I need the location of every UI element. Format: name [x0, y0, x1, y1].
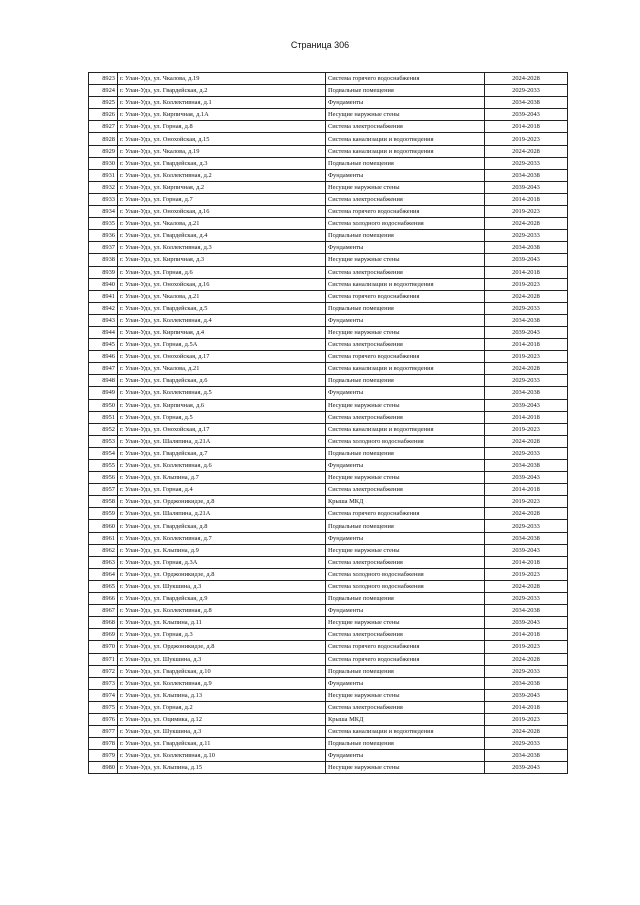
address-cell: г. Улан-Удэ, ул. Гвардейская, д.8	[118, 520, 326, 532]
address-cell: г. Улан-Удэ, ул. Шукшина, д.3	[118, 726, 326, 738]
work-type-cell: Система горячего водоснабжения	[326, 653, 485, 665]
table-row	[89, 472, 568, 484]
table-row	[89, 278, 568, 290]
row-number-cell: 8931	[89, 169, 118, 181]
work-type-cell: Фундаменты	[326, 460, 485, 472]
row-number-cell: 8978	[89, 738, 118, 750]
work-type-cell: Несущие наружные стены	[326, 617, 485, 629]
address-cell: г. Улан-Удэ, ул. Коллективная, д.1	[118, 97, 326, 109]
address-cell: г. Улан-Удэ, ул. Шаляпина, д.21А	[118, 435, 326, 447]
table-row	[89, 484, 568, 496]
row-number-cell: 8980	[89, 762, 118, 774]
table-row	[89, 447, 568, 459]
row-number-cell: 8957	[89, 484, 118, 496]
period-cell: 2014-2018	[485, 701, 568, 713]
table-row	[89, 411, 568, 423]
address-cell: г. Улан-Удэ, ул. Клыпина, д.11	[118, 617, 326, 629]
work-type-cell: Система канализации и водоотведения	[326, 363, 485, 375]
row-number-cell: 8927	[89, 121, 118, 133]
address-cell: г. Улан-Удэ, ул. Клыпина, д.13	[118, 689, 326, 701]
period-cell: 2019-2023	[485, 713, 568, 725]
table-row	[89, 629, 568, 641]
period-cell: 2014-2018	[485, 484, 568, 496]
period-cell: 2029-2033	[485, 447, 568, 459]
row-number-cell: 8933	[89, 193, 118, 205]
period-cell: 2019-2023	[485, 423, 568, 435]
table-row	[89, 339, 568, 351]
table-row	[89, 701, 568, 713]
work-type-cell: Подвальные помещения	[326, 302, 485, 314]
table-row	[89, 230, 568, 242]
row-number-cell: 8925	[89, 97, 118, 109]
work-type-cell: Система электроснабжения	[326, 339, 485, 351]
address-cell: г. Улан-Удэ, ул. Горная, д.3А	[118, 556, 326, 568]
period-cell: 2024-2028	[485, 218, 568, 230]
work-type-cell: Подвальные помещения	[326, 375, 485, 387]
row-number-cell: 8929	[89, 145, 118, 157]
period-cell: 2029-2033	[485, 593, 568, 605]
work-type-cell: Система электроснабжения	[326, 629, 485, 641]
table-row	[89, 157, 568, 169]
table-row	[89, 762, 568, 774]
work-type-cell: Фундаменты	[326, 605, 485, 617]
address-cell: г. Улан-Удэ, ул. Онохойская, д.16	[118, 206, 326, 218]
period-cell: 2034-2038	[485, 532, 568, 544]
table-row	[89, 145, 568, 157]
address-cell: г. Улан-Удэ, ул. Гвардейская, д.7	[118, 447, 326, 459]
table-row	[89, 387, 568, 399]
address-cell: г. Улан-Удэ, ул. Клыпина, д.7	[118, 472, 326, 484]
table-row	[89, 677, 568, 689]
row-number-cell: 8968	[89, 617, 118, 629]
address-cell: г. Улан-Удэ, ул. Чкалова, д.19	[118, 73, 326, 85]
table-row	[89, 242, 568, 254]
address-cell: г. Улан-Удэ, ул. Орджоникидзе, д.8	[118, 496, 326, 508]
repair-schedule-table	[88, 72, 568, 774]
table-row	[89, 520, 568, 532]
work-type-cell: Фундаменты	[326, 677, 485, 689]
address-cell: г. Улан-Удэ, ул. Шукшина, д.3	[118, 653, 326, 665]
work-type-cell: Крыша МКД	[326, 713, 485, 725]
work-type-cell: Система канализации и водоотведения	[326, 145, 485, 157]
period-cell: 2039-2043	[485, 399, 568, 411]
address-cell: г. Улан-Удэ, ул. Горная, д.2	[118, 701, 326, 713]
work-type-cell: Система холодного водоснабжения	[326, 568, 485, 580]
address-cell: г. Улан-Удэ, ул. Клыпина, д.9	[118, 544, 326, 556]
address-cell: г. Улан-Удэ, ул. Гвардейская, д.6	[118, 375, 326, 387]
address-cell: г. Улан-Удэ, ул. Кирпичная, д.4	[118, 326, 326, 338]
row-number-cell: 8975	[89, 701, 118, 713]
row-number-cell: 8934	[89, 206, 118, 218]
row-number-cell: 8969	[89, 629, 118, 641]
address-cell: г. Улан-Удэ, ул. Горная, д.7	[118, 193, 326, 205]
table-row	[89, 133, 568, 145]
row-number-cell: 8970	[89, 641, 118, 653]
address-cell: г. Улан-Удэ, ул. Горная, д.8	[118, 121, 326, 133]
row-number-cell: 8942	[89, 302, 118, 314]
row-number-cell: 8949	[89, 387, 118, 399]
table-body	[89, 73, 568, 774]
row-number-cell: 8945	[89, 339, 118, 351]
row-number-cell: 8959	[89, 508, 118, 520]
period-cell: 2014-2018	[485, 121, 568, 133]
table-row	[89, 73, 568, 85]
address-cell: г. Улан-Удэ, ул. Онохойская, д.16	[118, 278, 326, 290]
period-cell: 2034-2038	[485, 677, 568, 689]
row-number-cell: 8977	[89, 726, 118, 738]
table-row	[89, 532, 568, 544]
table-row	[89, 85, 568, 97]
period-cell: 2024-2028	[485, 580, 568, 592]
table-row	[89, 169, 568, 181]
row-number-cell: 8947	[89, 363, 118, 375]
table-row	[89, 556, 568, 568]
table-row	[89, 496, 568, 508]
row-number-cell: 8974	[89, 689, 118, 701]
table-row	[89, 109, 568, 121]
address-cell: г. Улан-Удэ, ул. Коллективная, д.4	[118, 314, 326, 326]
period-cell: 2029-2033	[485, 157, 568, 169]
period-cell: 2014-2018	[485, 411, 568, 423]
address-cell: г. Улан-Удэ, ул. Гвардейская, д.10	[118, 665, 326, 677]
address-cell: г. Улан-Удэ, ул. Орджоникидзе, д.8	[118, 568, 326, 580]
table-row	[89, 254, 568, 266]
period-cell: 2014-2018	[485, 339, 568, 351]
row-number-cell: 8955	[89, 460, 118, 472]
table-row	[89, 290, 568, 302]
address-cell: г. Улан-Удэ, ул. Кирпичная, д.1А	[118, 109, 326, 121]
period-cell: 2019-2023	[485, 496, 568, 508]
table-row	[89, 617, 568, 629]
work-type-cell: Подвальные помещения	[326, 157, 485, 169]
period-cell: 2024-2028	[485, 726, 568, 738]
work-type-cell: Система канализации и водоотведения	[326, 133, 485, 145]
table-row	[89, 97, 568, 109]
period-cell: 2024-2028	[485, 145, 568, 157]
table-row	[89, 726, 568, 738]
work-type-cell: Система холодного водоснабжения	[326, 218, 485, 230]
period-cell: 2019-2023	[485, 351, 568, 363]
row-number-cell: 8961	[89, 532, 118, 544]
table-row	[89, 605, 568, 617]
period-cell: 2019-2023	[485, 206, 568, 218]
period-cell: 2019-2023	[485, 641, 568, 653]
table-row	[89, 460, 568, 472]
period-cell: 2019-2023	[485, 133, 568, 145]
address-cell: г. Улан-Удэ, ул. Чкалова, д.21	[118, 218, 326, 230]
table-row	[89, 266, 568, 278]
period-cell: 2034-2038	[485, 242, 568, 254]
work-type-cell: Фундаменты	[326, 387, 485, 399]
period-cell: 2024-2028	[485, 363, 568, 375]
table-row	[89, 302, 568, 314]
work-type-cell: Система электроснабжения	[326, 411, 485, 423]
address-cell: г. Улан-Удэ, ул. Гвардейская, д.3	[118, 157, 326, 169]
work-type-cell: Фундаменты	[326, 97, 485, 109]
work-type-cell: Система электроснабжения	[326, 701, 485, 713]
row-number-cell: 8941	[89, 290, 118, 302]
table-row	[89, 544, 568, 556]
row-number-cell: 8972	[89, 665, 118, 677]
address-cell: г. Улан-Удэ, ул. Шаляпина, д.21А	[118, 508, 326, 520]
address-cell: г. Улан-Удэ, ул. Онохойская, д.15	[118, 133, 326, 145]
table-row	[89, 665, 568, 677]
period-cell: 2039-2043	[485, 617, 568, 629]
period-cell: 2039-2043	[485, 472, 568, 484]
work-type-cell: Система горячего водоснабжения	[326, 206, 485, 218]
table-row	[89, 326, 568, 338]
row-number-cell: 8960	[89, 520, 118, 532]
address-cell: г. Улан-Удэ, ул. Онохойская, д.17	[118, 423, 326, 435]
address-cell: г. Улан-Удэ, ул. Горная, д.3	[118, 629, 326, 641]
period-cell: 2039-2043	[485, 109, 568, 121]
work-type-cell: Система горячего водоснабжения	[326, 641, 485, 653]
period-cell: 2024-2028	[485, 435, 568, 447]
period-cell: 2024-2028	[485, 508, 568, 520]
address-cell: г. Улан-Удэ, ул. Горная, д.5	[118, 411, 326, 423]
address-cell: г. Улан-Удэ, ул. Гвардейская, д.2	[118, 85, 326, 97]
period-cell: 2029-2033	[485, 302, 568, 314]
address-cell: г. Улан-Удэ, ул. Коллективная, д.8	[118, 605, 326, 617]
table-row	[89, 713, 568, 725]
page-number-header: Страница 306	[290, 40, 350, 50]
period-cell: 2029-2033	[485, 85, 568, 97]
work-type-cell: Система холодного водоснабжения	[326, 580, 485, 592]
address-cell: г. Улан-Удэ, ул. Коллективная, д.9	[118, 677, 326, 689]
table-row	[89, 508, 568, 520]
row-number-cell: 8962	[89, 544, 118, 556]
work-type-cell: Система канализации и водоотведения	[326, 278, 485, 290]
row-number-cell: 8943	[89, 314, 118, 326]
row-number-cell: 8940	[89, 278, 118, 290]
period-cell: 2034-2038	[485, 97, 568, 109]
period-cell: 2034-2038	[485, 750, 568, 762]
work-type-cell: Подвальные помещения	[326, 230, 485, 242]
row-number-cell: 8967	[89, 605, 118, 617]
row-number-cell: 8963	[89, 556, 118, 568]
address-cell: г. Улан-Удэ, ул. Горная, д.4	[118, 484, 326, 496]
work-type-cell: Фундаменты	[326, 242, 485, 254]
work-type-cell: Подвальные помещения	[326, 593, 485, 605]
period-cell: 2034-2038	[485, 314, 568, 326]
period-cell: 2029-2033	[485, 520, 568, 532]
address-cell: г. Улан-Удэ, ул. Онохойская, д.17	[118, 351, 326, 363]
period-cell: 2034-2038	[485, 605, 568, 617]
row-number-cell: 8958	[89, 496, 118, 508]
row-number-cell: 8935	[89, 218, 118, 230]
address-cell: г. Улан-Удэ, ул. Шукшина, д.3	[118, 580, 326, 592]
table-row	[89, 206, 568, 218]
work-type-cell: Несущие наружные стены	[326, 181, 485, 193]
row-number-cell: 8966	[89, 593, 118, 605]
row-number-cell: 8939	[89, 266, 118, 278]
work-type-cell: Система канализации и водоотведения	[326, 423, 485, 435]
address-cell: г. Улан-Удэ, ул. Коллективная, д.2	[118, 169, 326, 181]
address-cell: г. Улан-Удэ, ул. Чкалова, д.19	[118, 145, 326, 157]
period-cell: 2029-2033	[485, 375, 568, 387]
row-number-cell: 8936	[89, 230, 118, 242]
period-cell: 2039-2043	[485, 181, 568, 193]
work-type-cell: Система горячего водоснабжения	[326, 290, 485, 302]
row-number-cell: 8971	[89, 653, 118, 665]
address-cell: г. Улан-Удэ, ул. Орджоникидзе, д.8	[118, 641, 326, 653]
work-type-cell: Система канализации и водоотведения	[326, 726, 485, 738]
period-cell: 2019-2023	[485, 278, 568, 290]
work-type-cell: Подвальные помещения	[326, 85, 485, 97]
work-type-cell: Система горячего водоснабжения	[326, 508, 485, 520]
address-cell: г. Улан-Удэ, ул. Оцимика, д.12	[118, 713, 326, 725]
address-cell: г. Улан-Удэ, ул. Гвардейская, д.4	[118, 230, 326, 242]
address-cell: г. Улан-Удэ, ул. Кирпичная, д.3	[118, 254, 326, 266]
work-type-cell: Подвальные помещения	[326, 665, 485, 677]
row-number-cell: 8954	[89, 447, 118, 459]
row-number-cell: 8965	[89, 580, 118, 592]
period-cell: 2034-2038	[485, 169, 568, 181]
work-type-cell: Система электроснабжения	[326, 266, 485, 278]
row-number-cell: 8953	[89, 435, 118, 447]
address-cell: г. Улан-Удэ, ул. Гвардейская, д.11	[118, 738, 326, 750]
work-type-cell: Несущие наружные стены	[326, 399, 485, 411]
table-row	[89, 375, 568, 387]
table-row	[89, 580, 568, 592]
table-row	[89, 399, 568, 411]
work-type-cell: Подвальные помещения	[326, 738, 485, 750]
address-cell: г. Улан-Удэ, ул. Коллективная, д.6	[118, 460, 326, 472]
period-cell: 2029-2033	[485, 738, 568, 750]
work-type-cell: Несущие наружные стены	[326, 326, 485, 338]
row-number-cell: 8950	[89, 399, 118, 411]
address-cell: г. Улан-Удэ, ул. Гвардейская, д.9	[118, 593, 326, 605]
table-row	[89, 351, 568, 363]
period-cell: 2024-2028	[485, 73, 568, 85]
table-row	[89, 363, 568, 375]
work-type-cell: Несущие наружные стены	[326, 762, 485, 774]
work-type-cell: Несущие наружные стены	[326, 689, 485, 701]
work-type-cell: Фундаменты	[326, 169, 485, 181]
table-row	[89, 435, 568, 447]
period-cell: 2034-2038	[485, 387, 568, 399]
period-cell: 2039-2043	[485, 762, 568, 774]
row-number-cell: 8979	[89, 750, 118, 762]
work-type-cell: Несущие наружные стены	[326, 472, 485, 484]
row-number-cell: 8928	[89, 133, 118, 145]
row-number-cell: 8944	[89, 326, 118, 338]
row-number-cell: 8956	[89, 472, 118, 484]
row-number-cell: 8946	[89, 351, 118, 363]
period-cell: 2039-2043	[485, 689, 568, 701]
period-cell: 2024-2028	[485, 290, 568, 302]
row-number-cell: 8976	[89, 713, 118, 725]
address-cell: г. Улан-Удэ, ул. Чкалова, д.21	[118, 290, 326, 302]
work-type-cell: Фундаменты	[326, 314, 485, 326]
row-number-cell: 8938	[89, 254, 118, 266]
period-cell: 2029-2033	[485, 665, 568, 677]
work-type-cell: Подвальные помещения	[326, 447, 485, 459]
work-type-cell: Система электроснабжения	[326, 556, 485, 568]
period-cell: 2034-2038	[485, 460, 568, 472]
period-cell: 2024-2028	[485, 653, 568, 665]
period-cell: 2014-2018	[485, 266, 568, 278]
work-type-cell: Подвальные помещения	[326, 520, 485, 532]
work-type-cell: Фундаменты	[326, 750, 485, 762]
table-row	[89, 689, 568, 701]
row-number-cell: 8973	[89, 677, 118, 689]
address-cell: г. Улан-Удэ, ул. Клыпина, д.15	[118, 762, 326, 774]
table-row	[89, 593, 568, 605]
period-cell: 2039-2043	[485, 326, 568, 338]
address-cell: г. Улан-Удэ, ул. Коллективная, д.3	[118, 242, 326, 254]
period-cell: 2039-2043	[485, 254, 568, 266]
row-number-cell: 8937	[89, 242, 118, 254]
row-number-cell: 8948	[89, 375, 118, 387]
address-cell: г. Улан-Удэ, ул. Коллективная, д.7	[118, 532, 326, 544]
address-cell: г. Улан-Удэ, ул. Горная, д.6	[118, 266, 326, 278]
row-number-cell: 8923	[89, 73, 118, 85]
table-row	[89, 750, 568, 762]
address-cell: г. Улан-Удэ, ул. Кирпичная, д.6	[118, 399, 326, 411]
work-type-cell: Система электроснабжения	[326, 121, 485, 133]
address-cell: г. Улан-Удэ, ул. Кирпичная, д.2	[118, 181, 326, 193]
period-cell: 2019-2023	[485, 568, 568, 580]
table-row	[89, 193, 568, 205]
work-type-cell: Несущие наружные стены	[326, 254, 485, 266]
period-cell: 2014-2018	[485, 556, 568, 568]
row-number-cell: 8952	[89, 423, 118, 435]
row-number-cell: 8930	[89, 157, 118, 169]
address-cell: г. Улан-Удэ, ул. Чкалова, д.21	[118, 363, 326, 375]
table-row	[89, 121, 568, 133]
period-cell: 2014-2018	[485, 193, 568, 205]
period-cell: 2014-2018	[485, 629, 568, 641]
row-number-cell: 8964	[89, 568, 118, 580]
work-type-cell: Система электроснабжения	[326, 193, 485, 205]
work-type-cell: Крыша МКД	[326, 496, 485, 508]
row-number-cell: 8951	[89, 411, 118, 423]
address-cell: г. Улан-Удэ, ул. Коллективная, д.10	[118, 750, 326, 762]
table-row	[89, 568, 568, 580]
period-cell: 2039-2043	[485, 544, 568, 556]
table-row	[89, 423, 568, 435]
work-type-cell: Система электроснабжения	[326, 484, 485, 496]
work-type-cell: Система горячего водоснабжения	[326, 73, 485, 85]
row-number-cell: 8924	[89, 85, 118, 97]
work-type-cell: Система холодного водоснабжения	[326, 435, 485, 447]
table-row	[89, 314, 568, 326]
address-cell: г. Улан-Удэ, ул. Гвардейская, д.5	[118, 302, 326, 314]
work-type-cell: Несущие наружные стены	[326, 544, 485, 556]
table-row	[89, 641, 568, 653]
row-number-cell: 8932	[89, 181, 118, 193]
address-cell: г. Улан-Удэ, ул. Коллективная, д.5	[118, 387, 326, 399]
table-row	[89, 738, 568, 750]
work-type-cell: Фундаменты	[326, 532, 485, 544]
work-type-cell: Система горячего водоснабжения	[326, 351, 485, 363]
table-row	[89, 653, 568, 665]
table-row	[89, 181, 568, 193]
address-cell: г. Улан-Удэ, ул. Горная, д.5А	[118, 339, 326, 351]
period-cell: 2029-2033	[485, 230, 568, 242]
work-type-cell: Несущие наружные стены	[326, 109, 485, 121]
row-number-cell: 8926	[89, 109, 118, 121]
table-row	[89, 218, 568, 230]
